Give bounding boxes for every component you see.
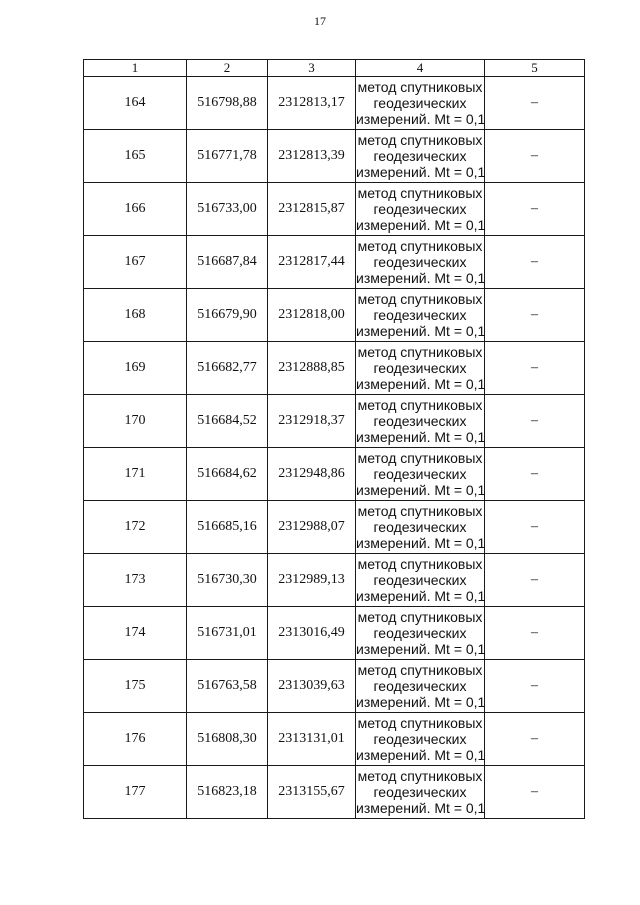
note-cell: –: [485, 289, 585, 342]
x-coordinate-cell: 516684,62: [187, 448, 268, 501]
y-coordinate-cell: 2312813,39: [268, 130, 356, 183]
method-cell: [356, 554, 485, 607]
method-text-line: измерений. Mt = 0,1: [356, 323, 486, 339]
method-text-line: геодезических: [373, 360, 467, 376]
point-number-cell: 176: [84, 713, 187, 766]
table-row: [84, 766, 585, 819]
table-row: [84, 660, 585, 713]
point-number-cell: 172: [84, 501, 187, 554]
method-text-line: измерений. Mt = 0,1: [356, 535, 486, 551]
method-cell: [356, 77, 485, 130]
y-coordinate-cell: 2312813,17: [268, 77, 356, 130]
point-number-cell: 175: [84, 660, 187, 713]
table-row: [84, 395, 585, 448]
method-cell: [356, 236, 485, 289]
table-row: [84, 289, 585, 342]
method-cell: [356, 130, 485, 183]
table-row: [84, 236, 585, 289]
method-cell: [356, 607, 485, 660]
method-text-line: измерений. Mt = 0,1: [356, 747, 486, 763]
y-coordinate-cell: 2313131,01: [268, 713, 356, 766]
method-text-line: геодезических: [373, 678, 467, 694]
method-text-line: измерений. Mt = 0,1: [356, 588, 486, 604]
table-row: [84, 501, 585, 554]
point-number-cell: 170: [84, 395, 187, 448]
y-coordinate-cell: 2312988,07: [268, 501, 356, 554]
method-text-line: метод спутниковых: [357, 768, 483, 784]
method-text-line: измерений. Mt = 0,1: [356, 641, 486, 657]
point-number-cell: 177: [84, 766, 187, 819]
y-coordinate-cell: 2312815,87: [268, 183, 356, 236]
table-row: [84, 554, 585, 607]
method-text-line: метод спутниковых: [357, 291, 483, 307]
x-coordinate-cell: 516687,84: [187, 236, 268, 289]
method-text-line: метод спутниковых: [357, 450, 483, 466]
method-text-line: метод спутниковых: [357, 185, 483, 201]
method-text-line: геодезических: [373, 307, 467, 323]
note-cell: –: [485, 660, 585, 713]
y-coordinate-cell: 2313155,67: [268, 766, 356, 819]
method-text-line: измерений. Mt = 0,1: [356, 694, 486, 710]
method-text-line: геодезических: [373, 519, 467, 535]
method-cell: [356, 342, 485, 395]
method-text-line: метод спутниковых: [357, 344, 483, 360]
x-coordinate-cell: 516679,90: [187, 289, 268, 342]
table-row: [84, 77, 585, 130]
x-coordinate-cell: 516798,88: [187, 77, 268, 130]
column-header-4: 4: [356, 60, 485, 77]
method-text-line: измерений. Mt = 0,1: [356, 429, 486, 445]
table-row: [84, 448, 585, 501]
point-number-cell: 168: [84, 289, 187, 342]
note-cell: –: [485, 448, 585, 501]
note-cell: –: [485, 236, 585, 289]
x-coordinate-cell: 516763,58: [187, 660, 268, 713]
table-body: [84, 77, 585, 819]
method-text-line: метод спутниковых: [357, 503, 483, 519]
method-text-line: измерений. Mt = 0,1: [356, 270, 486, 286]
note-cell: –: [485, 713, 585, 766]
table-row: [84, 183, 585, 236]
x-coordinate-cell: 516682,77: [187, 342, 268, 395]
x-coordinate-cell: 516808,30: [187, 713, 268, 766]
method-text-line: метод спутниковых: [357, 238, 483, 254]
table-header: [84, 60, 585, 77]
method-text-line: измерений. Mt = 0,1: [356, 111, 486, 127]
method-cell: [356, 395, 485, 448]
method-cell: [356, 660, 485, 713]
table-row: [84, 342, 585, 395]
x-coordinate-cell: 516685,16: [187, 501, 268, 554]
x-coordinate-cell: 516823,18: [187, 766, 268, 819]
method-cell: [356, 448, 485, 501]
y-coordinate-cell: 2313039,63: [268, 660, 356, 713]
x-coordinate-cell: 516684,52: [187, 395, 268, 448]
point-number-cell: 173: [84, 554, 187, 607]
method-text-line: метод спутниковых: [357, 662, 483, 678]
column-header-3: 3: [268, 60, 356, 77]
y-coordinate-cell: 2312918,37: [268, 395, 356, 448]
point-number-cell: 167: [84, 236, 187, 289]
note-cell: –: [485, 766, 585, 819]
y-coordinate-cell: 2312817,44: [268, 236, 356, 289]
method-text-line: геодезических: [373, 413, 467, 429]
method-text-line: геодезических: [373, 95, 467, 111]
point-number-cell: 169: [84, 342, 187, 395]
method-text-line: метод спутниковых: [357, 556, 483, 572]
method-text-line: геодезических: [373, 148, 467, 164]
point-number-cell: 165: [84, 130, 187, 183]
method-text-line: метод спутниковых: [357, 715, 483, 731]
point-number-cell: 171: [84, 448, 187, 501]
method-text-line: метод спутниковых: [357, 79, 483, 95]
coordinates-table: [83, 59, 585, 819]
column-header-2: 2: [187, 60, 268, 77]
method-text-line: измерений. Mt = 0,1: [356, 376, 486, 392]
note-cell: –: [485, 130, 585, 183]
page-number: 17: [314, 14, 326, 28]
method-text-line: метод спутниковых: [357, 397, 483, 413]
y-coordinate-cell: 2313016,49: [268, 607, 356, 660]
point-number-cell: 164: [84, 77, 187, 130]
method-text-line: метод спутниковых: [357, 132, 483, 148]
note-cell: –: [485, 554, 585, 607]
method-text-line: геодезических: [373, 784, 467, 800]
x-coordinate-cell: 516730,30: [187, 554, 268, 607]
y-coordinate-cell: 2312888,85: [268, 342, 356, 395]
method-cell: [356, 289, 485, 342]
method-text-line: геодезических: [373, 466, 467, 482]
method-text-line: измерений. Mt = 0,1: [356, 800, 486, 816]
method-cell: [356, 183, 485, 236]
table-row: [84, 713, 585, 766]
note-cell: –: [485, 607, 585, 660]
y-coordinate-cell: 2312818,00: [268, 289, 356, 342]
point-number-cell: 166: [84, 183, 187, 236]
note-cell: –: [485, 501, 585, 554]
method-cell: [356, 713, 485, 766]
method-text-line: геодезических: [373, 625, 467, 641]
y-coordinate-cell: 2312948,86: [268, 448, 356, 501]
x-coordinate-cell: 516771,78: [187, 130, 268, 183]
column-header-1: 1: [84, 60, 187, 77]
table-row: [84, 130, 585, 183]
method-text-line: измерений. Mt = 0,1: [356, 164, 486, 180]
note-cell: –: [485, 183, 585, 236]
note-cell: –: [485, 395, 585, 448]
table-row: [84, 607, 585, 660]
y-coordinate-cell: 2312989,13: [268, 554, 356, 607]
method-text-line: метод спутниковых: [357, 609, 483, 625]
method-text-line: геодезических: [373, 254, 467, 270]
method-text-line: геодезических: [373, 201, 467, 217]
point-number-cell: 174: [84, 607, 187, 660]
method-text-line: измерений. Mt = 0,1: [356, 482, 486, 498]
method-text-line: геодезических: [373, 572, 467, 588]
note-cell: –: [485, 77, 585, 130]
method-text-line: геодезических: [373, 731, 467, 747]
x-coordinate-cell: 516731,01: [187, 607, 268, 660]
header-row: [84, 60, 585, 77]
x-coordinate-cell: 516733,00: [187, 183, 268, 236]
method-text-line: измерений. Mt = 0,1: [356, 217, 486, 233]
column-header-5: 5: [485, 60, 585, 77]
method-cell: [356, 766, 485, 819]
note-cell: –: [485, 342, 585, 395]
method-cell: [356, 501, 485, 554]
